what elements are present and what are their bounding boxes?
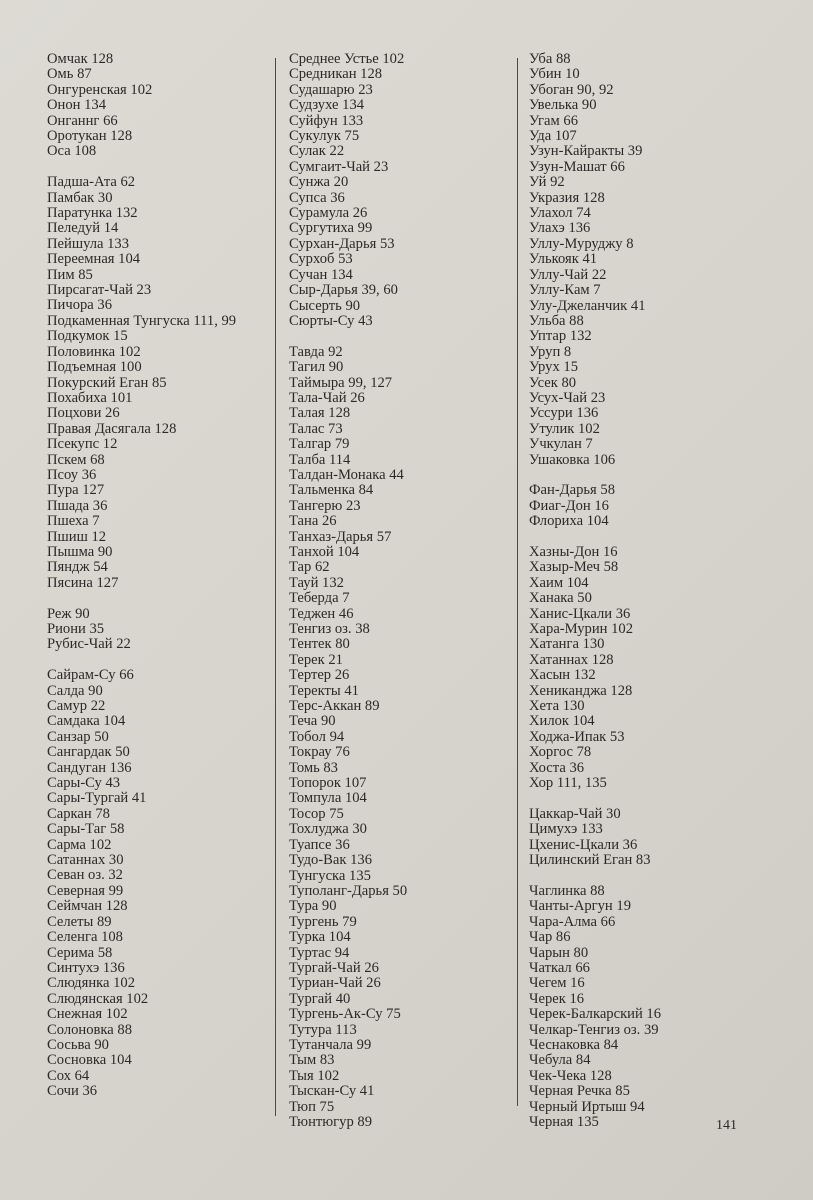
index-entry: Тавда 92 [289, 343, 343, 360]
index-entry: Тобол 94 [289, 728, 345, 745]
index-entry: Черная Речка 85 [529, 1083, 630, 1100]
index-entry: Флориха 104 [529, 513, 609, 530]
index-entry: Сатаннах 30 [47, 852, 124, 869]
index-entry: Сыр-Дарья 39, 60 [289, 282, 398, 299]
index-entry: Санзар 50 [47, 728, 109, 745]
index-entry: Оротукан 128 [47, 128, 133, 145]
index-entry: Тургай-Чай 26 [289, 959, 379, 976]
index-entry: Сайрам-Су 66 [47, 667, 134, 684]
index-entry: Хета 130 [529, 698, 585, 715]
index-entry: Чегем 16 [529, 975, 585, 992]
index-entry: Чанты-Аргун 19 [529, 898, 631, 915]
index-entry: Хатаннах 128 [529, 651, 614, 668]
index-entry: Синтухэ 136 [47, 959, 125, 976]
index-entry: Чебула 84 [529, 1052, 591, 1069]
index-entry: Талас 73 [289, 420, 343, 437]
index-entry: Псекупс 12 [47, 436, 118, 453]
index-entry: Оса 108 [47, 143, 97, 160]
index-entry: Тутура 113 [289, 1021, 357, 1038]
index-entry: Тохлуджа 30 [289, 821, 367, 838]
index-entry: Селеты 89 [47, 913, 112, 930]
index-entry: Сургутиха 99 [289, 220, 373, 237]
index-entry: Черек 16 [529, 990, 585, 1007]
index-entry: Черек-Балкарский 16 [529, 1006, 662, 1023]
index-entry: Тура 90 [289, 898, 337, 915]
index-entry: Правая Дасягала 128 [47, 420, 177, 437]
index-entry: Омчак 128 [47, 51, 114, 67]
index-entry: Риони 35 [47, 621, 105, 637]
index-entry: Тутанчала 99 [289, 1036, 372, 1053]
index-entry: Черный Иртыш 94 [529, 1098, 645, 1115]
index-entry: Учкулан 7 [529, 436, 593, 453]
index-entry: Чаткал 66 [529, 959, 590, 976]
index-entry: Цилинский Еган 83 [529, 852, 651, 869]
index-entry: Талгар 79 [289, 436, 350, 453]
index-entry: Тыя 102 [289, 1067, 340, 1084]
index-entry: Хатанга 130 [529, 636, 605, 653]
index-entry: Среднее Устье 102 [289, 51, 405, 67]
index-entry: Ульба 88 [529, 312, 584, 329]
index-entry: Слюдянская 102 [47, 990, 149, 1007]
index-entry: Туполанг-Дарья 50 [289, 882, 408, 899]
index-entry: Теча 90 [289, 713, 336, 730]
index-entry: Реж 90 [47, 605, 90, 622]
index-entry: Снежная 102 [47, 1006, 128, 1023]
index-entry: Теберда 7 [289, 590, 350, 607]
index-entry: Падша-Ата 62 [47, 174, 136, 191]
group-spacer [47, 160, 262, 175]
index-entry: Туриан-Чай 26 [289, 975, 381, 992]
index-entry: Ханака 50 [529, 590, 592, 607]
index-entry: Пшеха 7 [47, 513, 100, 530]
index-entry: Сюрты-Су 43 [289, 312, 373, 329]
index-entry: Туртас 94 [289, 944, 350, 961]
index-entry: Увелька 90 [529, 97, 597, 114]
index-entry: Томпула 104 [289, 790, 367, 807]
index-entry: Хазыр-Меч 58 [529, 559, 619, 576]
index-entry: Туапсе 36 [289, 836, 350, 853]
index-entry: Рубис-Чай 22 [47, 636, 131, 653]
index-entry: Супса 36 [289, 189, 345, 206]
index-entry: Танхаз-Дарья 57 [289, 528, 392, 545]
index-entry: Паратунка 132 [47, 205, 138, 222]
index-entry: Фан-Дарья 58 [529, 482, 616, 499]
index-entry: Пышма 90 [47, 543, 113, 560]
index-entry: Тургай 40 [289, 990, 351, 1007]
index-entry: Пирсагат-Чай 23 [47, 282, 152, 299]
column-divider-2 [517, 58, 518, 1106]
index-entry: Суйфун 133 [289, 112, 364, 129]
index-entry: Сандуган 136 [47, 759, 132, 776]
index-entry: Уй 92 [529, 174, 565, 191]
index-entry: Хениканджа 128 [529, 682, 633, 699]
index-entry: Тосор 75 [289, 805, 344, 822]
group-spacer [529, 530, 744, 545]
index-entry: Сунжа 20 [289, 174, 349, 191]
index-entry: Сары-Тургай 41 [47, 790, 147, 807]
index-entry: Онгуренская 102 [47, 81, 153, 98]
index-entry: Теджен 46 [289, 605, 354, 622]
index-entry: Севан оз. 32 [47, 867, 123, 884]
index-entry: Тала-Чай 26 [289, 389, 365, 406]
index-entry: Узун-Машат 66 [529, 158, 625, 175]
index-entry: Сурхоб 53 [289, 251, 353, 268]
index-entry: Уллу-Чай 22 [529, 266, 607, 283]
index-entry: Самур 22 [47, 698, 106, 715]
index-entry: Убин 10 [529, 66, 580, 83]
index-entry: Омь 87 [47, 66, 92, 83]
index-entry: Пскем 68 [47, 451, 105, 468]
index-entry: Пичора 36 [47, 297, 113, 314]
index-entry: Уллу-Муруджу 8 [529, 235, 634, 252]
index-entry: Сукулук 75 [289, 128, 360, 145]
index-entry: Сурамула 26 [289, 205, 368, 222]
index-entry: Сары-Таг 58 [47, 821, 125, 838]
index-entry: Тана 26 [289, 513, 337, 530]
index-entry: Улу-Джеланчик 41 [529, 297, 646, 314]
index-entry: Хасын 132 [529, 667, 596, 684]
index-entry: Уллу-Кам 7 [529, 282, 601, 299]
index-entry: Хазны-Дон 16 [529, 543, 618, 560]
index-entry: Усек 80 [529, 374, 577, 391]
index-entry: Подъемная 100 [47, 359, 142, 376]
index-entry: Памбак 30 [47, 189, 113, 206]
index-entry: Челкар-Тенгиз оз. 39 [529, 1021, 659, 1038]
index-entry: Тентек 80 [289, 636, 350, 653]
group-spacer [47, 591, 262, 606]
index-entry: Слюдянка 102 [47, 975, 136, 992]
index-entry: Пшада 36 [47, 497, 108, 514]
index-entry: Томь 83 [289, 759, 338, 776]
index-entry: Сангардак 50 [47, 744, 130, 761]
index-column-1 [47, 52, 262, 1100]
index-entry: Урух 15 [529, 359, 578, 376]
index-entry: Поцхови 26 [47, 405, 120, 422]
index-entry: Уба 88 [529, 51, 571, 67]
index-entry: Усух-Чай 23 [529, 389, 606, 406]
group-spacer [529, 468, 744, 483]
index-entry: Улахол 74 [529, 205, 591, 222]
index-entry: Ушаковка 106 [529, 451, 616, 468]
index-entry: Тагил 90 [289, 359, 344, 376]
index-entry: Ходжа-Ипак 53 [529, 728, 625, 745]
index-entry: Фиаг-Дон 16 [529, 497, 609, 514]
index-entry: Похабиха 101 [47, 389, 133, 406]
index-entry: Тауй 132 [289, 574, 344, 591]
index-entry: Талдан-Монака 44 [289, 466, 404, 483]
index-entry: Пяндж 54 [47, 559, 108, 576]
page-number: 141 [716, 1118, 737, 1133]
index-entry: Сосьва 90 [47, 1036, 109, 1053]
index-entry: Судашарю 23 [289, 81, 373, 98]
index-entry: Сары-Су 43 [47, 775, 121, 792]
group-spacer [47, 653, 262, 668]
index-entry: Чеснаковка 84 [529, 1036, 619, 1053]
index-entry: Тар 62 [289, 559, 330, 576]
index-entry: Псоу 36 [47, 466, 97, 483]
group-spacer [529, 791, 744, 806]
index-entry: Сумгаит-Чай 23 [289, 158, 389, 175]
index-entry: Пеледуй 14 [47, 220, 119, 237]
index-entry: Талба 114 [289, 451, 351, 468]
index-entry: Чек-Чека 128 [529, 1067, 612, 1084]
group-spacer [529, 868, 744, 883]
index-entry: Улахэ 136 [529, 220, 591, 237]
index-entry: Терек 21 [289, 651, 343, 668]
index-entry: Тангерю 23 [289, 497, 361, 514]
index-entry: Хоста 36 [529, 759, 585, 776]
index-entry: Таймыра 99, 127 [289, 374, 393, 391]
column-divider-1 [275, 58, 276, 1116]
index-entry: Чарын 80 [529, 944, 589, 961]
index-entry: Солоновка 88 [47, 1021, 133, 1038]
index-entry: Токрау 76 [289, 744, 350, 761]
index-entry: Салда 90 [47, 682, 103, 699]
index-entry: Уптар 132 [529, 328, 592, 345]
index-entry: Тыскан-Су 41 [289, 1083, 375, 1100]
index-entry: Укразия 128 [529, 189, 605, 206]
index-entry: Хара-Мурин 102 [529, 621, 634, 637]
index-entry: Тунгуска 135 [289, 867, 371, 884]
group-spacer [289, 329, 504, 344]
index-entry: Турка 104 [289, 929, 351, 946]
index-entry: Тальменка 84 [289, 482, 374, 499]
index-entry: Ханис-Цкали 36 [529, 605, 631, 622]
index-entry: Сеймчан 128 [47, 898, 128, 915]
index-entry: Пура 127 [47, 482, 105, 499]
index-entry: Талая 128 [289, 405, 351, 422]
index-entry: Уссури 136 [529, 405, 599, 422]
index-entry: Тургень 79 [289, 913, 357, 930]
index-entry: Онганнг 66 [47, 112, 118, 129]
index-entry: Самдака 104 [47, 713, 126, 730]
index-entry: Хоргос 78 [529, 744, 592, 761]
index-entry: Сулак 22 [289, 143, 345, 160]
index-entry: Топорок 107 [289, 775, 367, 792]
index-entry: Сучан 134 [289, 266, 353, 283]
index-entry: Тюнтюгур 89 [289, 1114, 373, 1131]
index-entry: Селенга 108 [47, 929, 123, 946]
index-entry: Средникан 128 [289, 66, 383, 83]
index-entry: Цхенис-Цкали 36 [529, 836, 638, 853]
index-entry: Сосновка 104 [47, 1052, 132, 1069]
index-entry: Улькояк 41 [529, 251, 598, 268]
index-entry: Чара-Алма 66 [529, 913, 616, 930]
index-entry: Тургень-Ак-Су 75 [289, 1006, 401, 1023]
index-entry: Северная 99 [47, 882, 124, 899]
index-entry: Покурский Еган 85 [47, 374, 167, 391]
index-column-3 [529, 52, 744, 1130]
index-entry: Танхой 104 [289, 543, 360, 560]
index-entry: Чар 86 [529, 929, 571, 946]
index-entry: Хилок 104 [529, 713, 595, 730]
index-entry: Сочи 36 [47, 1083, 98, 1100]
index-entry: Судзухе 134 [289, 97, 365, 114]
index-entry: Подкаменная Тунгуска 111, 99 [47, 312, 237, 329]
index-entry: Сурхан-Дарья 53 [289, 235, 395, 252]
index-entry: Пейшула 133 [47, 235, 130, 252]
index-entry: Тенгиз оз. 38 [289, 621, 370, 638]
index-entry: Подкумок 15 [47, 328, 128, 345]
index-entry: Пим 85 [47, 266, 93, 283]
index-entry: Серима 58 [47, 944, 113, 961]
index-entry: Черная 135 [529, 1113, 599, 1130]
index-entry: Тюп 75 [289, 1098, 335, 1115]
index-entry: Узун-Кайракты 39 [529, 143, 643, 160]
index-entry: Сарма 102 [47, 836, 112, 853]
index-entry: Хаим 104 [529, 574, 589, 591]
index-entry: Уда 107 [529, 128, 577, 145]
index-entry: Тым 83 [289, 1052, 335, 1069]
index-entry: Онон 134 [47, 97, 106, 114]
index-entry: Тертер 26 [289, 667, 350, 684]
index-entry: Саркан 78 [47, 805, 110, 822]
index-entry: Пясина 127 [47, 574, 119, 591]
index-entry: Убоган 90, 92 [529, 81, 614, 98]
index-entry: Чаглинка 88 [529, 882, 605, 899]
index-entry: Терс-Аккан 89 [289, 698, 380, 715]
index-entry: Угам 66 [529, 112, 578, 129]
index-entry: Теректы 41 [289, 682, 359, 699]
index-entry: Пшиш 12 [47, 528, 107, 545]
index-column-2 [289, 52, 504, 1130]
index-entry: Уруп 8 [529, 343, 572, 360]
index-entry: Сысерть 90 [289, 297, 361, 314]
index-entry: Хор 111, 135 [529, 775, 607, 792]
index-entry: Цимухэ 133 [529, 821, 603, 838]
index-entry: Тудо-Вак 136 [289, 852, 372, 869]
index-entry: Сох 64 [47, 1067, 90, 1084]
index-entry: Половинка 102 [47, 343, 141, 360]
index-entry: Цаккар-Чай 30 [529, 805, 621, 822]
index-entry: Утулик 102 [529, 420, 600, 437]
index-entry: Переемная 104 [47, 251, 141, 268]
